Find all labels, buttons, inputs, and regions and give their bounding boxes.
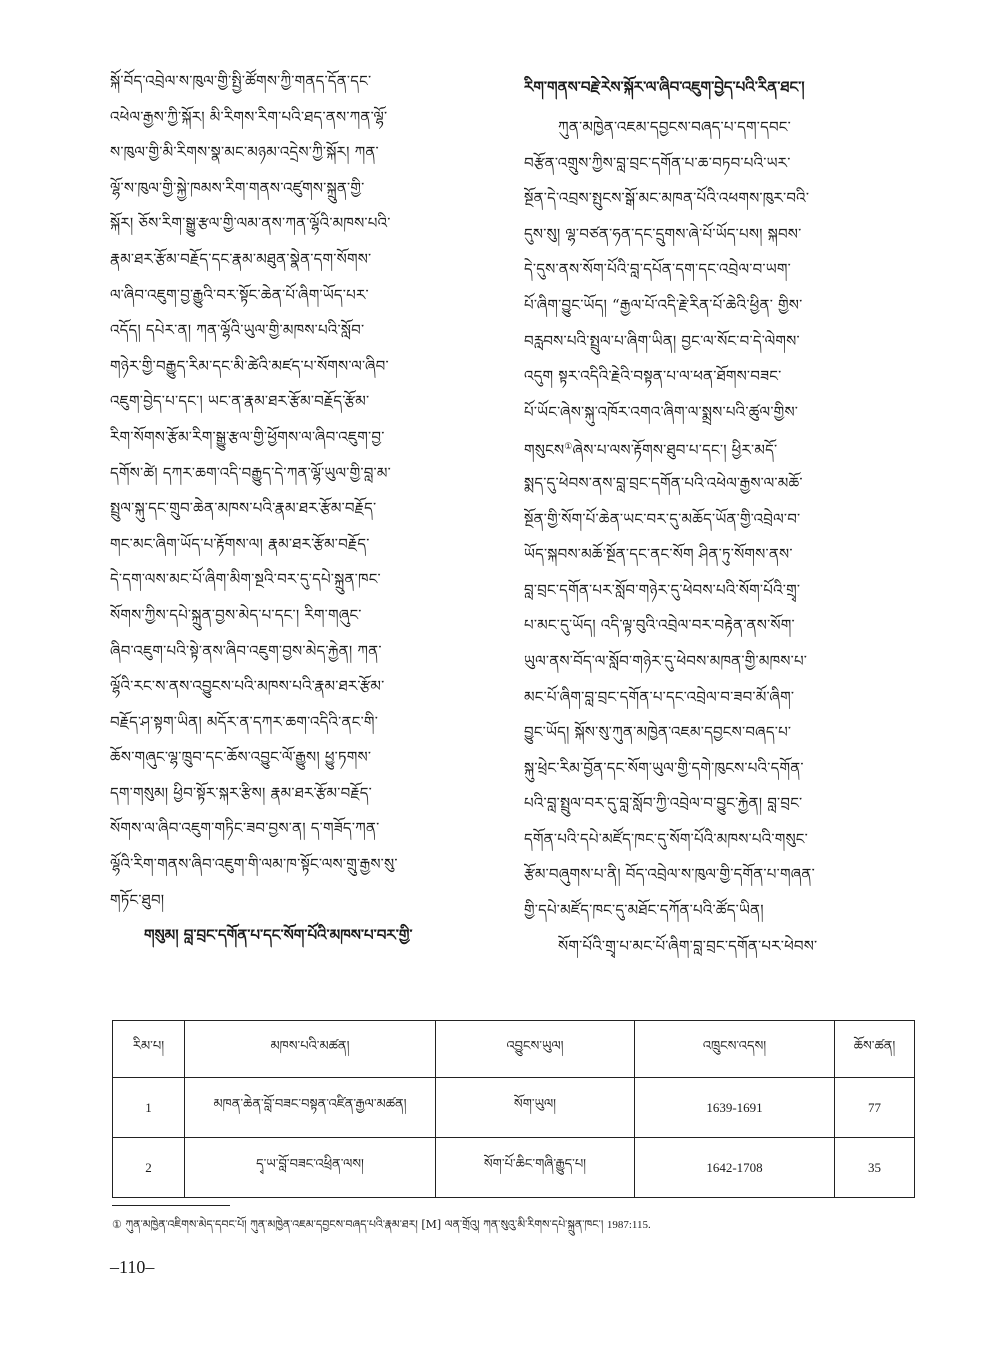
body-line: དག་གསུམ། ཕྱིབ་སྟོར་སྐར་རྩིས། རྣམ་ཐར་རྩོམ་བརྗོད་ bbox=[110, 783, 373, 802]
body-line: དགོན་པའི་དཔེ་མཛོད་ཁང་དུ་སོག་པོའི་མཁས་པའི་གསུང་ bbox=[524, 829, 808, 848]
body-line: རིག་སོགས་རྩོམ་རིག་སྒྱུ་རྩལ་གྱི་ཕྱོགས་ལ་ཞིབ་འཇུག་བྱ་ bbox=[110, 427, 385, 446]
body-line: ཞིབ་འཇུག་པའི་སྟེ་ནས་ཞིབ་འཇུག་བྱས་མེད་རྐྱེན། ཀན་ bbox=[110, 641, 382, 660]
cell-volumes: 35 bbox=[835, 1138, 915, 1198]
body-line: སོགས་ལ་ཞིབ་འཇུག་གཏིང་ཟབ་བྱས་ན། ད་གཟོད་ཀན་ bbox=[110, 819, 380, 838]
body-line: གཉེར་གྱི་བརྒྱུད་རིམ་དང་མི་ཚེའི་མཛད་པ་སོགས་ལ་ཞིབ་ bbox=[110, 356, 389, 375]
header-serial: རིམ་པ། bbox=[113, 1021, 185, 1078]
footnote bbox=[112, 1212, 912, 1243]
body-line: དེ་དུས་ནས་སོག་པོའི་བླ་དཔོན་དག་དང་འབྲེལ་བ་ཡག་ bbox=[524, 260, 791, 279]
page-number: –110– bbox=[110, 1257, 155, 1277]
body-line: གང་མང་ཞིག་ཡོད་པ་རྟོགས་ལ། རྣམ་ཐར་རྩོམ་བརྗོད་ bbox=[110, 534, 370, 553]
footnote-mark: ① bbox=[112, 1218, 122, 1231]
body-line: རྣམ་ཐར་རྩོམ་བརྗོད་དང་རྣམ་མཐུན་སྣེན་དག་སོགས་ bbox=[110, 249, 372, 268]
body-line: ཀུན་མཁྱེན་འཇམ་དབྱངས་བཞད་པ་དག་དབང་ bbox=[558, 118, 791, 136]
cell-volumes: 77 bbox=[835, 1078, 915, 1138]
header-lifespan: འཁྲུངས་འདས། bbox=[635, 1021, 835, 1078]
body-line: དགོས་ཚེ། དཀར་ཆག་འདི་བརྒྱུད་དེ་ཀན་ལྷོ་ཡུལ་གྱི་བླ་མ་ bbox=[110, 463, 391, 482]
body-line: དུས་སུ། ལྷ་བཙན་ཧན་དང་དྲུགས་ཞེ་པོ་ཡོད་པས། སྐབས་ bbox=[524, 224, 802, 243]
right-body-text bbox=[524, 110, 916, 430]
cell-birthplace: སོག་པོ་ཆིང་གཞི་རྒྱུད་པ། bbox=[436, 1138, 635, 1198]
body-line: ས་ཁུལ་གྱི་མི་རིགས་སྣ་མང་མཉམ་འདྲེས་ཀྱི་སྐོར། ཀན་ bbox=[110, 143, 379, 162]
body-line: དེ་དག་ལས་མང་པོ་ཞིག་མིག་སྔའི་བར་དུ་དཔེ་སྐྲུན་ཁང་ bbox=[110, 570, 381, 589]
body-line: རྩོམ་བཞུགས་པ་ནི། བོད་འབྲེལ་ས་ཁུལ་གྱི་དགོན་པ་གཞན་ bbox=[524, 865, 815, 884]
header-scholar-name: མཁས་པའི་མཚན། bbox=[185, 1021, 436, 1078]
table-row bbox=[113, 1078, 915, 1138]
body-line: འཇུག་བྱེད་པ་དང་། ཡང་ན་རྣམ་ཐར་རྩོམ་བརྗོད་རྩོམ་ bbox=[110, 392, 370, 411]
body-line: ལྷོའི་རིག་གནས་ཞིབ་འཇུག་གི་ལམ་ཁ་སྟོང་ལས་གྲུ་རྒྱས་སུ་ bbox=[110, 855, 398, 874]
footnote-year-pages: 1987:115. bbox=[606, 1219, 651, 1231]
body-line: ལྷོ་ས་ཁུལ་གྱི་སྐྱེ་ཁམས་རིག་གནས་འཛུགས་སྐྲུན་གྱི་ bbox=[110, 178, 365, 197]
left-body-text bbox=[110, 64, 502, 918]
footnote-rule bbox=[112, 1205, 230, 1206]
header-volumes: ཆོས་ཚན། bbox=[835, 1021, 915, 1078]
line-end: ཞེས་པ་ལས་རྟོགས་ཐུབ་པ་དང་། ཕྱིར་མདོ་ bbox=[572, 441, 778, 460]
body-line: པའི་བླ་སྤྲུལ་བར་དུ་བླ་སློབ་ཀྱི་འབྲེལ་བ་བྱུང་རྐྱེན། བླ་བྲང་ bbox=[524, 794, 803, 813]
body-line: སྤྲུལ་སྐུ་དང་གྲུབ་ཆེན་མཁས་པའི་རྣམ་ཐར་རྩོམ་བརྗོད་ bbox=[110, 499, 377, 518]
cell-scholar-name: མཁན་ཆེན་བློ་བཟང་བསྟན་འཛིན་རྒྱལ་མཚན། bbox=[185, 1078, 436, 1138]
table-header-row bbox=[113, 1021, 915, 1078]
line-start: གསུངས bbox=[524, 441, 565, 460]
body-line: སྨད་དུ་ཕེབས་ནས་བླ་བྲང་དགོན་པའི་འཕེལ་རྒྱས་ལ་མཆོ་ bbox=[524, 473, 803, 492]
body-line: བརླབས་པའི་སྤྲུལ་པ་ཞིག་ཡིན། བྱང་ལ་སོང་བ་དེ་ལེགས་ bbox=[524, 331, 800, 350]
footnote-text: ཀུན་མཁྱེན་འཇིགས་མེད་དབང་པོ། ཀུན་མཁྱེན་འཇམ་དབྱངས་བཞད་པའི་རྣམ་ཐར། [M] ལན་གྲོའུ། ཀན་སུའུ་མི་རིགས་དཔེ་སྐྲུན་ཁང་། bbox=[125, 1218, 604, 1231]
section-heading-two: རིག་གནས་བརྗེ་རེས་སྐོར་ལ་ཞིབ་འཇུག་བྱེད་པའི་རིན་ཐང་། bbox=[524, 78, 805, 96]
body-line: འདུག སྟར་འདིའི་རྗེའི་བསྟན་པ་ལ་ཕན་ཐོགས་བཟང་ bbox=[524, 367, 782, 386]
body-line: ལ་ཞིབ་འཇུག་བྱ་རྒྱུའི་བར་སྟོང་ཆེན་པོ་ཞིག་ཡོད་པར་ bbox=[110, 285, 369, 304]
right-column bbox=[524, 64, 916, 964]
body-line: སྔོན་གྱི་སོག་པོ་ཆེན་ཡང་བར་དུ་མཆོད་ཡོན་གྱི་འབྲེལ་བ་ bbox=[524, 509, 801, 528]
body-line: བརྩོན་འགྲུས་ཀྱིས་བླ་བྲང་དགོན་པ་ཆ་བཏབ་པའི་ཡར་ bbox=[524, 153, 791, 172]
header-birthplace: འབྱུངས་ཡུལ། bbox=[436, 1021, 635, 1078]
body-line: སོག་པོའི་གྲྭ་པ་མང་པོ་ཞིག་བླ་བྲང་དགོན་པར་ཕེབས་ bbox=[558, 936, 818, 955]
body-line: པོ་ཡོང་ཞེས་སྐུ་འཁོར་འགའ་ཞིག་ལ་སྨྲས་པའི་ཚུལ་གྱིས་ bbox=[524, 402, 799, 421]
body-line: པོ་ཞིག་བྱུང་ཡོད། “རྒྱལ་པོ་འདི་རྗེ་རིན་པོ་ཆེའི་ཕྱིན་ གྱིས་ bbox=[524, 295, 803, 314]
body-line: འདོད། དཔེར་ན། ཀན་ལྷོའི་ཡུལ་གྱི་མཁས་པའི་སློབ་ bbox=[110, 321, 365, 340]
body-line: གཏོང་ཐུབ། bbox=[110, 890, 165, 909]
body-line: གྱི་དཔེ་མཛོད་ཁང་དུ་མཐོང་དཀོན་པའི་ཚོད་ཡིན། bbox=[524, 901, 764, 920]
body-line: པ་མང་དུ་ཡོད། འདི་ལྟ་བུའི་འབྲེལ་བར་བརྟེན་ནས་སོག་ bbox=[524, 616, 795, 635]
cell-lifespan: 1642-1708 bbox=[635, 1138, 835, 1198]
cell-lifespan: 1639-1691 bbox=[635, 1078, 835, 1138]
table-row bbox=[113, 1138, 915, 1198]
body-line: སྐུ་ཕྲེང་རིམ་བྱོན་དང་སོག་ཡུལ་གྱི་དགེ་ཁུངས་པའི་དགོན་ bbox=[524, 758, 804, 777]
right-body-text-continued bbox=[524, 466, 916, 964]
body-line: ལྷོའི་རང་ས་ནས་འབྱུངས་པའི་མཁས་པའི་རྣམ་ཐར་རྩོམ་ bbox=[110, 677, 385, 696]
body-line: ཡུལ་ནས་བོད་ལ་སློབ་གཉེར་དུ་ཕེབས་མཁན་གྱི་མཁས་པ་ bbox=[524, 651, 808, 670]
body-line: བླ་བྲང་དགོན་པར་སློབ་གཉེར་དུ་ཕེབས་པའི་སོག་པོའི་གྲྭ་ bbox=[524, 580, 801, 599]
body-line: འཕེལ་རྒྱས་ཀྱི་སྐོར། མི་རིགས་རིག་པའི་ཐད་ནས་ཀན་ལྷོ་ bbox=[110, 107, 388, 126]
body-line: བརྗོད་ཤ་སྟག་ཡིན། མདོར་ན་དཀར་ཆག་འདིའི་ནང་གི་ bbox=[110, 712, 379, 731]
body-line: སྐོ་བོད་འབྲེལ་ས་ཁུལ་གྱི་སྤྱི་ཚོགས་ཀྱི་གནད་དོན་དང་ bbox=[110, 72, 372, 90]
left-column bbox=[110, 64, 502, 952]
cell-serial: 1 bbox=[113, 1078, 185, 1138]
body-line-with-footnote bbox=[524, 430, 916, 466]
body-line: ཡོད་སྐབས་མཆོ་སྔོན་དང་ནང་སོག ཤིན་ཏུ་སོགས་ནས་ bbox=[524, 545, 793, 564]
body-line: སོགས་ཀྱིས་དཔེ་སྐྲུན་བྱས་མེད་པ་དང་། རིག་གཞུང་ bbox=[110, 605, 362, 624]
cell-birthplace: སོག་ཡུལ། bbox=[436, 1078, 635, 1138]
body-line: སྔོན་དེ་འབྲས་སྤུངས་སྒོ་མང་མཁན་པོའི་འཕགས་ཁུར་བའི་ bbox=[524, 189, 810, 208]
scholars-table bbox=[112, 1020, 914, 1198]
body-line: མང་པོ་ཞིག་བླ་བྲང་དགོན་པ་དང་འབྲེལ་བ་ཟབ་མོ་ཞིག་ bbox=[524, 687, 795, 706]
section-heading-three: གསུམ། བླ་བྲང་དགོན་པ་དང་སོག་པོའི་མཁས་པ་བར་གྱི་ bbox=[144, 926, 413, 945]
footnote-reference: ① bbox=[564, 442, 573, 453]
cell-scholar-name: དྭ་ཡ་བློ་བཟང་འཕྲིན་ལས། bbox=[185, 1138, 436, 1198]
body-line: བྱུང་ཡོད། སྐོས་སུ་ཀུན་མཁྱེན་འཇམ་དབྱངས་བཞད་པ་ bbox=[524, 723, 792, 742]
body-line: སྐོར། ཅོས་རིག་སྒྱུ་རྩལ་གྱི་ལམ་ནས་ཀན་ལྷོའི་མཁས་པའི་ bbox=[110, 214, 391, 233]
body-line: ཆོས་གཞུང་ལྷ་ཁྲུབ་དང་ཆོས་འབྱུང་ལོ་རྒྱུས། ཕྱུ་ཏགས་ bbox=[110, 748, 372, 767]
cell-serial: 2 bbox=[113, 1138, 185, 1198]
